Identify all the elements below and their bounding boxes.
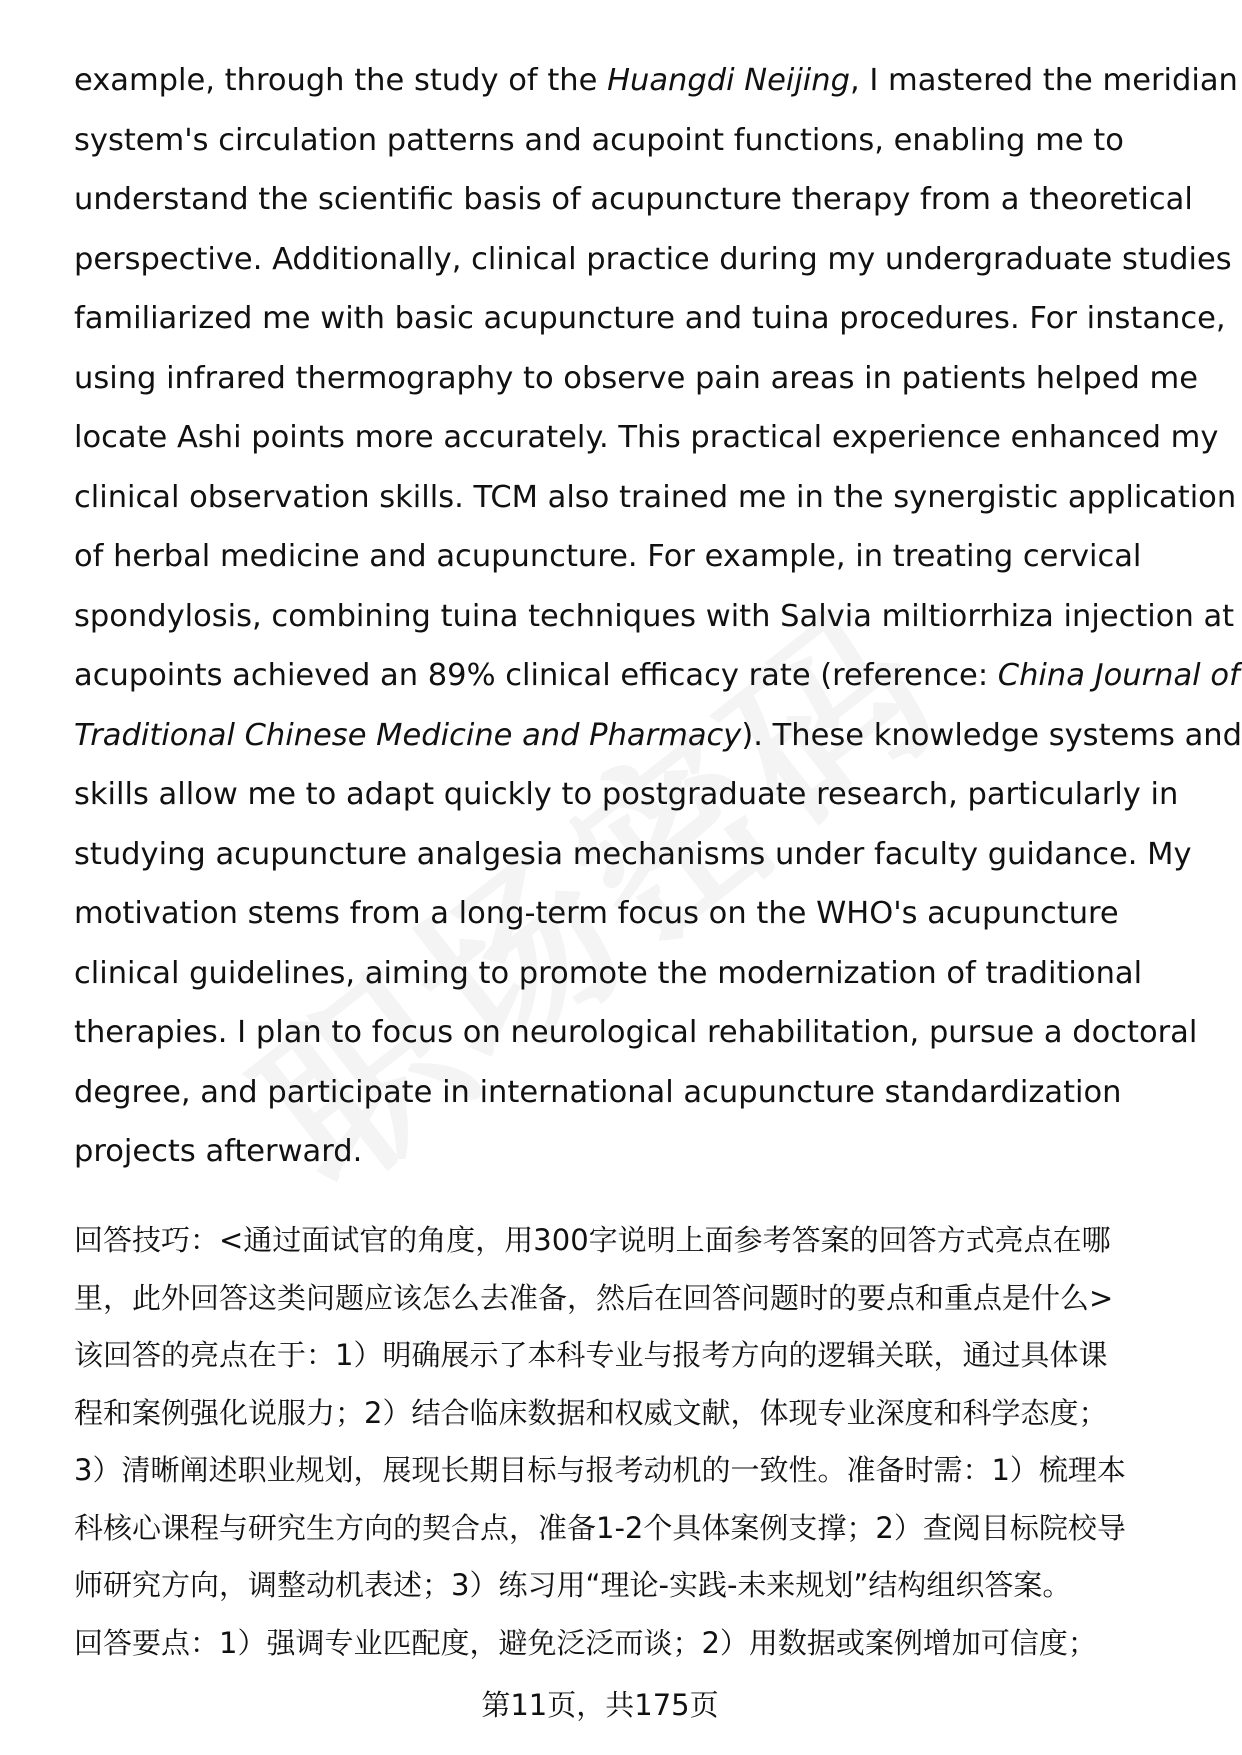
tips-line: 回答技巧：<通过面试官的角度，用300字说明上面参考答案的回答方式亮点在哪 bbox=[74, 1223, 1111, 1257]
text-line: locate Ashi points more accurately. This practical experience enhanced my bbox=[74, 420, 1219, 455]
text-line: understand the scientific basis of acupuncture therapy from a theoretical bbox=[74, 182, 1193, 217]
text-line: of herbal medicine and acupuncture. For example, in treating cervical bbox=[74, 539, 1142, 574]
text-line: using infrared thermography to observe pain areas in patients helped me bbox=[74, 360, 1199, 396]
answer-tips-section bbox=[74, 1212, 1164, 1672]
journal-title: China Journal of bbox=[997, 658, 1240, 693]
tips-line: 师研究方向，调整动机表述；3）练习用“理论-实践-未来规划”结构组织答案。 bbox=[74, 1568, 1072, 1602]
tips-line: 里，此外回答这类问题应该怎么去准备，然后在回答问题时的要点和重点是什么> bbox=[74, 1280, 1114, 1315]
book-title: Huangdi Neijing bbox=[607, 63, 850, 98]
journal-title: Traditional Chinese Medicine and Pharmacy bbox=[74, 717, 742, 753]
tips-line: 该回答的亮点在于：1）明确展示了本科专业与报考方向的逻辑关联，通过具体课 bbox=[74, 1338, 1108, 1372]
text-line: system's circulation patterns and acupoint functions, enabling me to bbox=[74, 122, 1124, 158]
text-line: clinical observation skills. TCM also trained me in the synergistic application bbox=[74, 479, 1237, 515]
text-line: acupoints achieved an 89% clinical efficacy rate (reference: China Journal of bbox=[74, 658, 1240, 693]
text-line: clinical guidelines, aiming to promote the modernization of traditional bbox=[74, 955, 1143, 991]
text-line: therapies. I plan to focus on neurological rehabilitation, pursue a doctoral bbox=[74, 1015, 1198, 1050]
tips-line: 科核心课程与研究生方向的契合点，准备1-2个具体案例支撑；2）查阅目标院校导 bbox=[74, 1510, 1126, 1545]
text-line: familiarized me with basic acupuncture and tuina procedures. For instance, bbox=[74, 301, 1226, 336]
answer-paragraph bbox=[74, 51, 1242, 1182]
text-line: projects afterward. bbox=[74, 1134, 363, 1169]
page-number: 第11页，共175页 bbox=[481, 1688, 719, 1722]
tips-line: 程和案例强化说服力；2）结合临床数据和权威文献，体现专业深度和科学态度； bbox=[74, 1395, 1108, 1430]
tips-line: 3）清晰阐述职业规划，展现长期目标与报考动机的一致性。准备时需：1）梳理本 bbox=[74, 1453, 1126, 1487]
text-line: Traditional Chinese Medicine and Pharmacy). These knowledge systems and bbox=[74, 717, 1242, 753]
text-line: skills allow me to adapt quickly to postgraduate research, particularly in bbox=[74, 777, 1179, 812]
text-line: studying acupuncture analgesia mechanisms under faculty guidance. My bbox=[74, 836, 1192, 872]
text-line: perspective. Additionally, clinical practice during my undergraduate studies bbox=[74, 241, 1232, 277]
text-line: example, through the study of the Huangdi Neijing, I mastered the meridian bbox=[74, 63, 1238, 98]
text-line: motivation stems from a long-term focus on the WHO's acupuncture bbox=[74, 896, 1119, 931]
text-line: degree, and participate in international acupuncture standardization bbox=[74, 1074, 1122, 1110]
tips-line: 回答要点：1）强调专业匹配度，避免泛泛而谈；2）用数据或案例增加可信度； bbox=[74, 1625, 1097, 1660]
text-line: spondylosis, combining tuina techniques with Salvia miltiorrhiza injection at bbox=[74, 598, 1235, 634]
